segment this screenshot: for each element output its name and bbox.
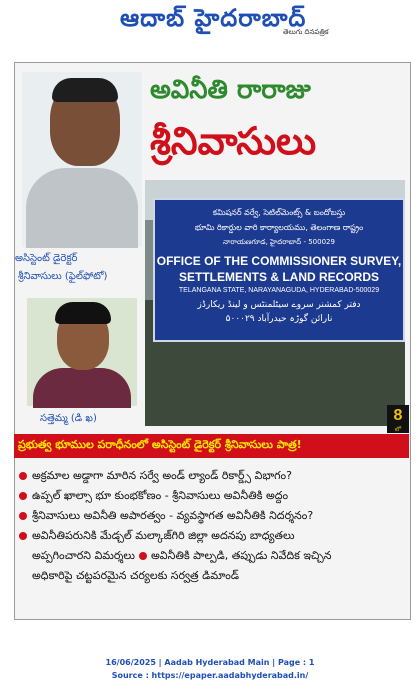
hair-shape [52, 78, 118, 102]
sign-line1: కమిషనర్ వర్వే, సెటిల్‌మెంట్స్ & బందోబస్తు [212, 208, 346, 217]
sign-line2: భూమి రికార్డుల వారి కార్యాలయము, తెలంగాణ రాష్ట్రం [194, 223, 364, 232]
photo2-caption: సత్తెమ్మ (డి ఖ) [40, 413, 97, 424]
sign-line8: نارائن گوڑہ حیدرآباد ۵۰۰۰۲۹ [225, 314, 333, 324]
list-item: ఉప్పల్ ఖాల్సా భూ కుంభకోణం - శ్రీనివాసులు అవినీతికి అద్దం [18, 486, 406, 506]
photo-sattemma [27, 298, 137, 406]
bullet-dot-icon [139, 552, 147, 560]
page-suffix: లో [394, 427, 402, 433]
list-item: అవినీతిపరునికి మేడ్చల్ మల్కాజ్‌గిరి జిల్లా అదనపు బాధ్యతలు [18, 526, 406, 546]
hair-shape [55, 302, 111, 324]
photo-office-signboard [145, 180, 405, 426]
list-item: శ్రీనివాసులు అవినీతి అపారత్వం - వ్యవస్థాగత అవినీతికి నిదర్శనం? [18, 506, 406, 526]
page-number: 8 [393, 407, 403, 424]
photo1-caption-line2: శ్రీనివాసులు (ఫైల్‌ఫోటో) [18, 271, 108, 282]
shirt-shape [26, 168, 138, 248]
bullet-cont-b: అవినీతికి పాల్పడి, తప్పుడు నివేదిక ఇచ్చిన [151, 549, 332, 562]
footer-source-line: Source : https://epaper.aadabhyderabad.in/ [111, 671, 309, 680]
signboard [153, 198, 405, 342]
headline-line2: శ్రీనివాసులు [150, 118, 317, 163]
sign-line5: SETTLEMENTS & LAND RECORDS [178, 270, 379, 284]
newspaper-title: ఆదాబ్ హైదరాబాద్ [120, 4, 307, 32]
sign-line6: TELANGANA STATE, NARAYANAGUDA, HYDERABAD-500029 [178, 287, 380, 294]
saree-shape [33, 368, 131, 408]
photo-assistant-director [22, 72, 142, 247]
photo1-caption-line1: అసిస్టెంట్ డైరెక్టర్ [15, 253, 78, 264]
list-item: అక్రమాల అడ్డాగా మారిన సర్వే అండ్ ల్యాండ్ రికార్డ్స్ విభాగం? [18, 466, 406, 486]
sign-line4: OFFICE OF THE COMMISSIONER SURVEY, [156, 254, 402, 268]
sign-line7: دفتر کمشنر سروے سیٹلمنٹس و لینڈ ریکارڈز [197, 300, 361, 310]
sign-line3: నారాయణగూడ, హైదరాబాద్ - 500029 [223, 238, 335, 246]
list-item-continued: అధికారిపై చట్టపరమైన చర్యలకు సర్వత్ర డిమాండ్ [32, 569, 240, 582]
banner-text: ప్రభుత్వ భూముల పరాధీనంలో అసిస్టెంట్ డైరెక్టర్ శ్రీనివాసులు పాత్ర! [18, 438, 302, 451]
highlight-banner [14, 434, 409, 458]
masthead [0, 0, 420, 52]
list-item-continued [18, 546, 406, 566]
continued-page-badge [387, 405, 409, 433]
footer-date-line: 16/06/2025 | Aadab Hyderabad Main | Page : 1 [105, 658, 315, 667]
headline-line1: అవినీతి రారాజు [150, 75, 311, 105]
bullet-cont-a: అప్పగించారని విమర్శలు [32, 549, 135, 562]
bullet-list [18, 466, 406, 586]
newspaper-tagline: తెలుగు దినపత్రిక [283, 28, 329, 36]
